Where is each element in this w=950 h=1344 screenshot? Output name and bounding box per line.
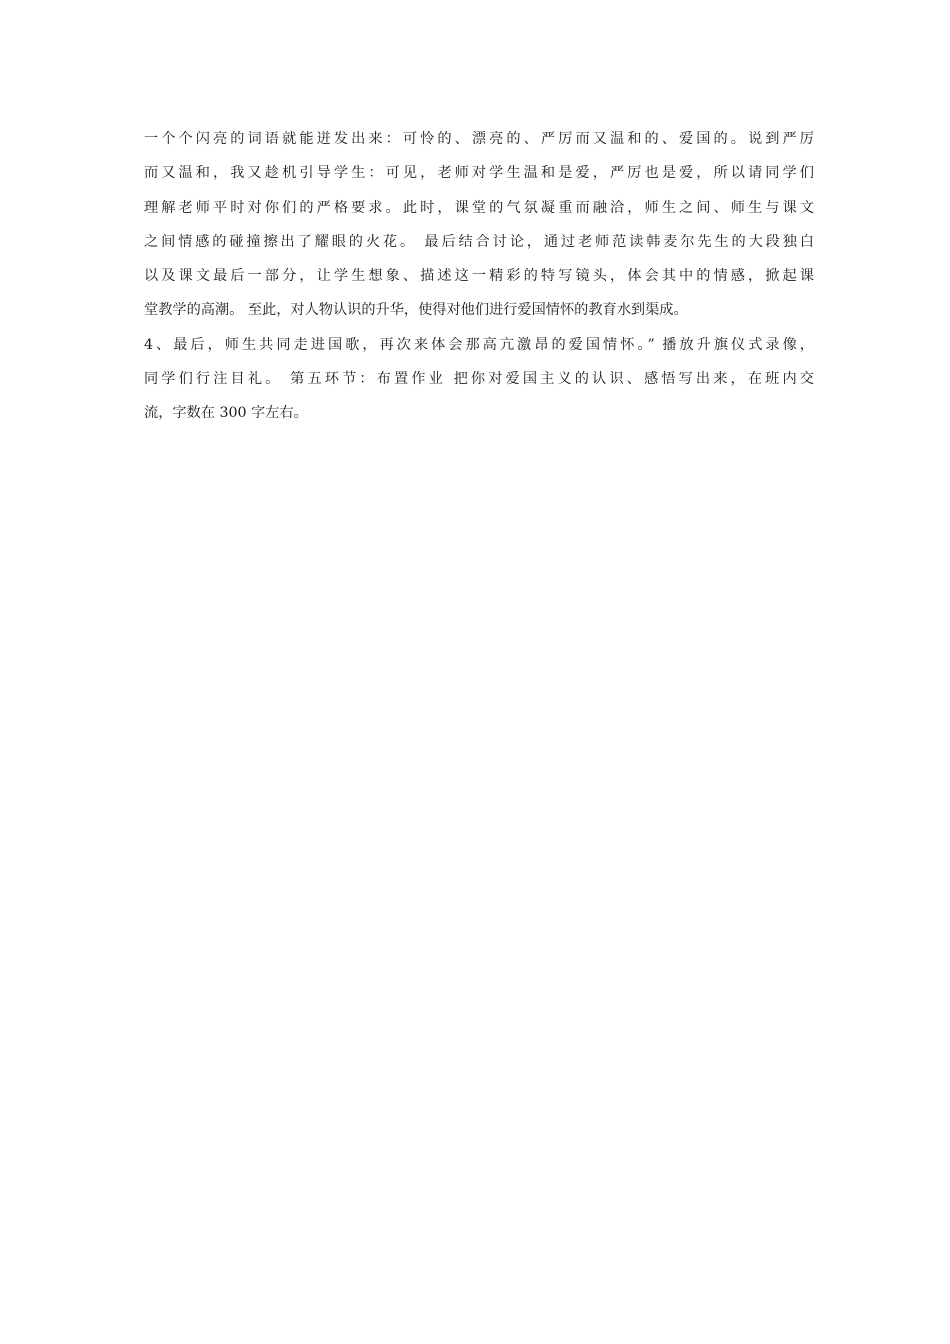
body-text [144,122,814,431]
text-line-7: 4、最后，师生共同走进国歌，再次来体会那高亢激昂的爱国情怀。” 播放升旗仪式录像， [144,336,814,353]
text-line-6: 堂教学的高潮。 至此，对人物认识的升华，使得对他们进行爱国情怀的教育水到渠成。 [144,302,688,319]
text-line-8: 同学们行注目礼。 第五环节：布置作业 把你对爱国主义的认识、感悟写出来，在班内交 [144,371,814,388]
text-line-3: 理解老师平时对你们的严格要求。此时，课堂的气氛凝重而融洽，师生之间、师生与课文 [144,199,814,216]
text-line-9: 流，字数在 300 字左右。 [144,405,308,422]
text-line-2: 而又温和，我又趁机引导学生：可见，老师对学生温和是爱，严厉也是爱，所以请同学们 [144,165,814,182]
text-line-4: 之间情感的碰撞擦出了耀眼的火花。 最后结合讨论，通过老师范读韩麦尔先生的大段独白 [144,233,814,250]
text-line-5: 以及课文最后一部分，让学生想象、描述这一精彩的特写镜头，体会其中的情感，掀起课 [144,268,814,285]
text-line-1: 一个个闪亮的词语就能迸发出来：可怜的、漂亮的、严厉而又温和的、爱国的。说到严厉 [144,131,814,147]
